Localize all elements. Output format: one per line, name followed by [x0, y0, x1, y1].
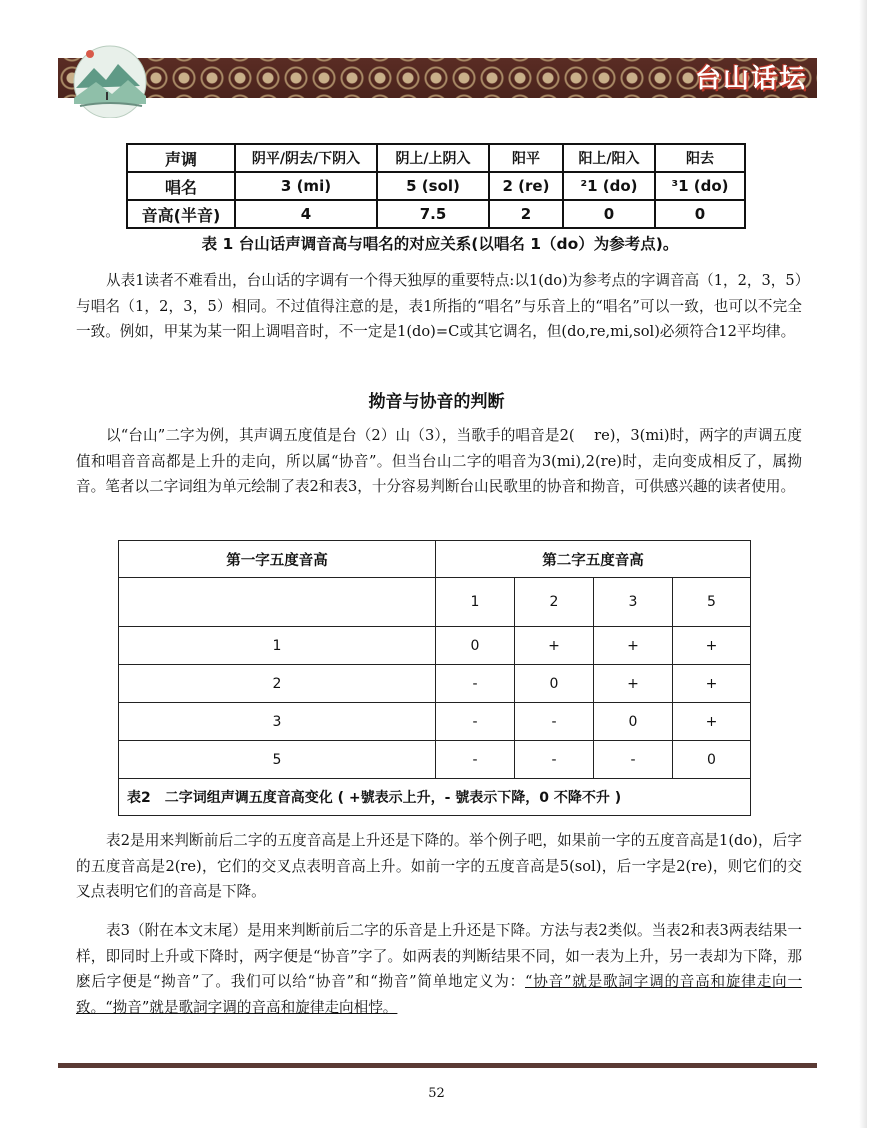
table-cell: 阴上/上阴入	[377, 144, 489, 172]
table-cell: -	[515, 703, 594, 741]
table-cell: 5 (sol)	[377, 172, 489, 200]
table-row	[119, 665, 751, 703]
table-row	[119, 578, 751, 627]
table-row-label: 5	[119, 741, 436, 779]
table-row	[119, 779, 751, 816]
table-cell: 0	[563, 200, 655, 228]
table-cell: -	[594, 741, 673, 779]
table-row	[127, 172, 745, 200]
paragraph	[76, 918, 802, 1020]
table-cell: 4	[235, 200, 377, 228]
table1-caption: 表 1 台山话声调音高与唱名的对应关系(以唱名 1（do）为参考点)。	[201, 235, 679, 253]
table-cell: -	[515, 741, 594, 779]
table-cell: 阳上/阳入	[563, 144, 655, 172]
table-row	[119, 741, 751, 779]
table-col-header: 2	[515, 578, 594, 627]
magazine-title: 台山话坛	[694, 64, 807, 94]
table-cell: 0	[436, 627, 515, 665]
table-row-label: 3	[119, 703, 436, 741]
table-cell: 阳平	[489, 144, 563, 172]
table-row-label: 2	[119, 665, 436, 703]
table-cell: +	[673, 703, 751, 741]
landscape-logo-icon	[66, 42, 154, 118]
table-cell: 7.5	[377, 200, 489, 228]
table-cell: +	[673, 665, 751, 703]
table-cell: 0	[655, 200, 745, 228]
table-cell: 2 (re)	[489, 172, 563, 200]
table-row	[119, 627, 751, 665]
table-cell: 唱名	[127, 172, 235, 200]
section-heading: 拗音与协音的判断	[368, 392, 505, 412]
table-row	[119, 541, 751, 578]
table-cell: -	[436, 741, 515, 779]
table-cell: ³1 (do)	[655, 172, 745, 200]
table-cell: -	[436, 665, 515, 703]
paragraph-text: 表3（附在本文末尾）是用来判断前后二字的乐音是上升还是下降。方法与表2类似。当表2和表3两表结果一样，即同时上升或下降时，两字便是“协音”字了。如两表的判断结果不同，如一表为上升，另一表却为下降，那麽后字便是“拗音”了。我们可以给“协音”和“拗音”简单地定义为：	[76, 922, 802, 990]
table-cell	[119, 578, 436, 627]
table-cell: +	[515, 627, 594, 665]
paragraph: 从表1读者不难看出，台山话的字调有一个得天独厚的重要特点:以1(do)为参考点的字调音高（1，2，3，5）与唱名（1，2，3，5）相同。不过值得注意的是，表1所指的“唱名”与乐音上的“唱名”可以一致，也可以不完全一致。例如，甲某为某一阳上调唱音时，不一定是1(do)=C或其它调名，但(do,re,mi,sol)必须符合12平均律。	[76, 272, 802, 340]
table-row	[127, 200, 745, 228]
table-col-header: 3	[594, 578, 673, 627]
table-cell: 0	[594, 703, 673, 741]
paragraph: 表2是用来判断前后二字的五度音高是上升还是下降的。举个例子吧，如果前一字的五度音高是1(do)，后字的五度音高是2(re)，它们的交叉点表明音高上升。如前一字的五度音高是5(sol)，后一字是2(re)，则它们的交叉点表明它们的音高是下降。	[76, 832, 802, 900]
table-cell: ²1 (do)	[563, 172, 655, 200]
table-row	[127, 144, 745, 172]
footer-rule	[58, 1063, 817, 1068]
table-cell: 0	[515, 665, 594, 703]
page-number: 52	[428, 1086, 445, 1101]
tone-pitch-table	[126, 143, 746, 229]
table-cell: -	[436, 703, 515, 741]
table-cell: 声调	[127, 144, 235, 172]
table-cell: +	[594, 627, 673, 665]
table-header-cell: 第一字五度音高	[119, 541, 436, 578]
table-cell: 阴平/阴去/下阴入	[235, 144, 377, 172]
underlined-definition: “协音”就是歌詞字调的音高和旋律走向一致。“拗音”就是歌詞字调的音高和旋律走向相悖。	[76, 973, 802, 1016]
table-col-header: 5	[673, 578, 751, 627]
table2-caption: 表2 二字词组声调五度音高变化 ( +號表示上升，- 號表示下降，0 不降不升 )	[119, 779, 751, 816]
table-cell: 3 (mi)	[235, 172, 377, 200]
table-row	[119, 703, 751, 741]
table-cell: 2	[489, 200, 563, 228]
pitch-change-table	[118, 540, 751, 816]
table-cell: +	[673, 627, 751, 665]
page-edge-shadow	[859, 0, 867, 1128]
table-cell: +	[594, 665, 673, 703]
table-cell: 阳去	[655, 144, 745, 172]
table-cell: 音高(半音)	[127, 200, 235, 228]
paragraph: 以“台山”二字为例，其声调五度值是台（2）山（3），当歌手的唱音是2( re)，3(mi)时，两字的声调五度值和唱音音高都是上升的走向，所以属“协音”。但当台山二字的唱音为3(mi),2(re)时，走向变成相反了，属拗音。笔者以二字词组为单元绘制了表2和表3，十分容易判断台山民歌里的协音和拗音，可供感兴趣的读者使用。	[76, 427, 802, 495]
table-col-header: 1	[436, 578, 515, 627]
table-header-cell: 第二字五度音高	[436, 541, 751, 578]
table-row-label: 1	[119, 627, 436, 665]
table-cell: 0	[673, 741, 751, 779]
